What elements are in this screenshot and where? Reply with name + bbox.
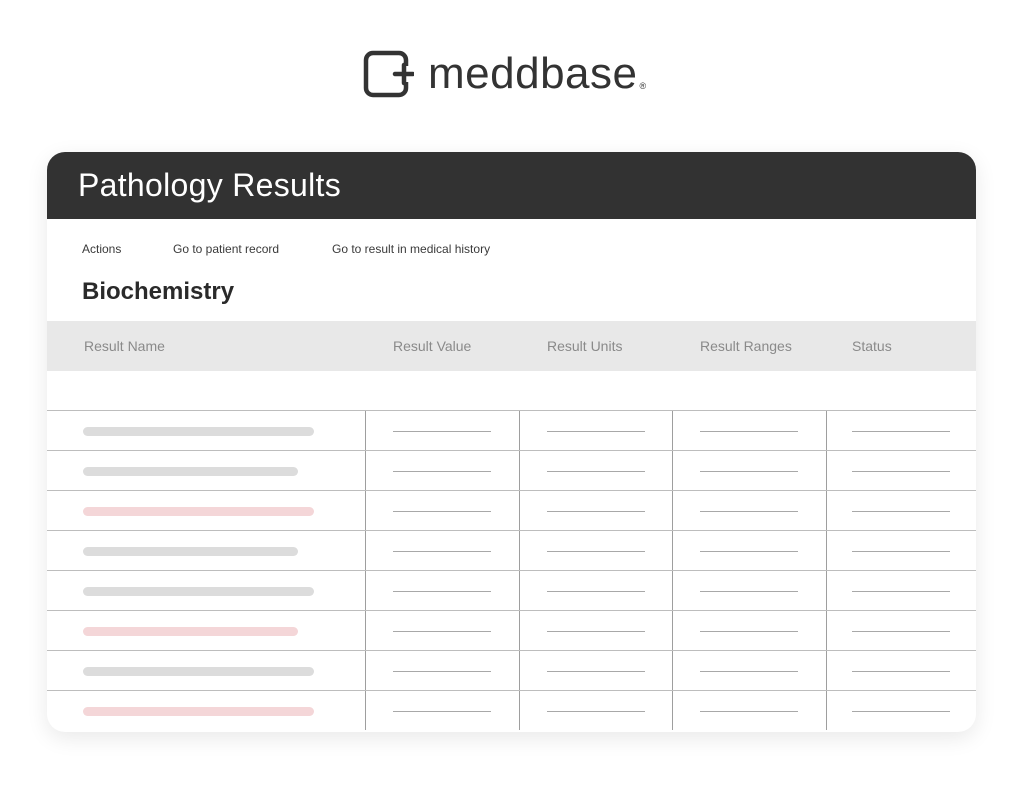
result-units-placeholder xyxy=(547,431,645,432)
status-placeholder xyxy=(852,511,950,512)
column-divider xyxy=(826,611,827,650)
table-row[interactable] xyxy=(47,450,976,490)
table-row[interactable] xyxy=(47,410,976,450)
result-ranges-placeholder xyxy=(700,671,798,672)
result-value-placeholder xyxy=(393,711,491,712)
column-divider xyxy=(672,531,673,570)
column-divider xyxy=(672,691,673,730)
result-units-placeholder xyxy=(547,631,645,632)
medical-record-plus-icon xyxy=(362,48,414,100)
column-divider xyxy=(519,531,520,570)
result-ranges-placeholder xyxy=(700,511,798,512)
column-divider xyxy=(365,571,366,610)
table-row[interactable] xyxy=(47,530,976,570)
pathology-results-panel xyxy=(47,152,976,732)
go-to-patient-record-link[interactable]: Go to patient record xyxy=(173,242,280,256)
column-divider xyxy=(365,651,366,690)
column-divider xyxy=(672,451,673,490)
result-units-placeholder xyxy=(547,551,645,552)
result-value-placeholder xyxy=(393,511,491,512)
table-row[interactable] xyxy=(47,610,976,650)
column-divider xyxy=(365,411,366,450)
result-name-placeholder xyxy=(83,667,314,676)
result-value-placeholder xyxy=(393,431,491,432)
table-row[interactable] xyxy=(47,570,976,610)
result-ranges-placeholder xyxy=(700,631,798,632)
result-name-placeholder xyxy=(83,467,298,476)
table-row[interactable] xyxy=(47,690,976,730)
column-header-result-name[interactable]: Result Name xyxy=(84,338,165,354)
result-units-placeholder xyxy=(547,711,645,712)
status-placeholder xyxy=(852,591,950,592)
column-divider xyxy=(826,491,827,530)
column-divider xyxy=(672,571,673,610)
column-divider xyxy=(365,611,366,650)
column-divider xyxy=(826,531,827,570)
column-divider xyxy=(519,691,520,730)
status-placeholder xyxy=(852,471,950,472)
table-header xyxy=(47,321,976,371)
column-divider xyxy=(519,451,520,490)
result-name-placeholder xyxy=(83,427,314,436)
column-divider xyxy=(365,531,366,570)
column-divider xyxy=(365,451,366,490)
column-divider xyxy=(672,651,673,690)
result-value-placeholder xyxy=(393,591,491,592)
table-row[interactable] xyxy=(47,650,976,690)
column-divider xyxy=(519,571,520,610)
flagged-result-name-placeholder xyxy=(83,707,314,716)
column-divider xyxy=(826,571,827,610)
results-table-body xyxy=(47,410,976,730)
column-divider xyxy=(826,691,827,730)
column-divider xyxy=(672,611,673,650)
result-ranges-placeholder xyxy=(700,471,798,472)
column-header-status[interactable]: Status xyxy=(852,338,892,354)
column-header-result-ranges[interactable]: Result Ranges xyxy=(700,338,792,354)
result-ranges-placeholder xyxy=(700,711,798,712)
result-value-placeholder xyxy=(393,671,491,672)
result-value-placeholder xyxy=(393,631,491,632)
flagged-result-name-placeholder xyxy=(83,627,298,636)
table-row[interactable] xyxy=(47,490,976,530)
column-divider xyxy=(365,691,366,730)
column-divider xyxy=(519,611,520,650)
result-units-placeholder xyxy=(547,671,645,672)
result-units-placeholder xyxy=(547,591,645,592)
actions-menu-link[interactable]: Actions xyxy=(82,242,122,256)
registered-mark: ® xyxy=(639,81,647,91)
status-placeholder xyxy=(852,631,950,632)
column-divider xyxy=(826,411,827,450)
brand-name: meddbase xyxy=(428,49,638,98)
column-divider xyxy=(519,651,520,690)
meddbase-logo xyxy=(362,48,646,100)
column-header-result-units[interactable]: Result Units xyxy=(547,338,623,354)
column-divider xyxy=(519,491,520,530)
result-name-placeholder xyxy=(83,587,314,596)
column-divider xyxy=(672,491,673,530)
result-ranges-placeholder xyxy=(700,591,798,592)
result-ranges-placeholder xyxy=(700,431,798,432)
column-divider xyxy=(672,411,673,450)
result-units-placeholder xyxy=(547,471,645,472)
status-placeholder xyxy=(852,671,950,672)
panel-title: Pathology Results xyxy=(78,167,342,203)
column-divider xyxy=(519,411,520,450)
column-header-result-value[interactable]: Result Value xyxy=(393,338,472,354)
result-name-placeholder xyxy=(83,547,298,556)
flagged-result-name-placeholder xyxy=(83,507,314,516)
column-divider xyxy=(826,651,827,690)
section-title: Biochemistry xyxy=(82,278,235,305)
result-value-placeholder xyxy=(393,551,491,552)
result-ranges-placeholder xyxy=(700,551,798,552)
panel-header xyxy=(47,152,976,219)
result-value-placeholder xyxy=(393,471,491,472)
column-divider xyxy=(826,451,827,490)
status-placeholder xyxy=(852,431,950,432)
result-units-placeholder xyxy=(547,511,645,512)
status-placeholder xyxy=(852,711,950,712)
status-placeholder xyxy=(852,551,950,552)
column-divider xyxy=(365,491,366,530)
go-to-medical-history-link[interactable]: Go to result in medical history xyxy=(332,242,491,256)
